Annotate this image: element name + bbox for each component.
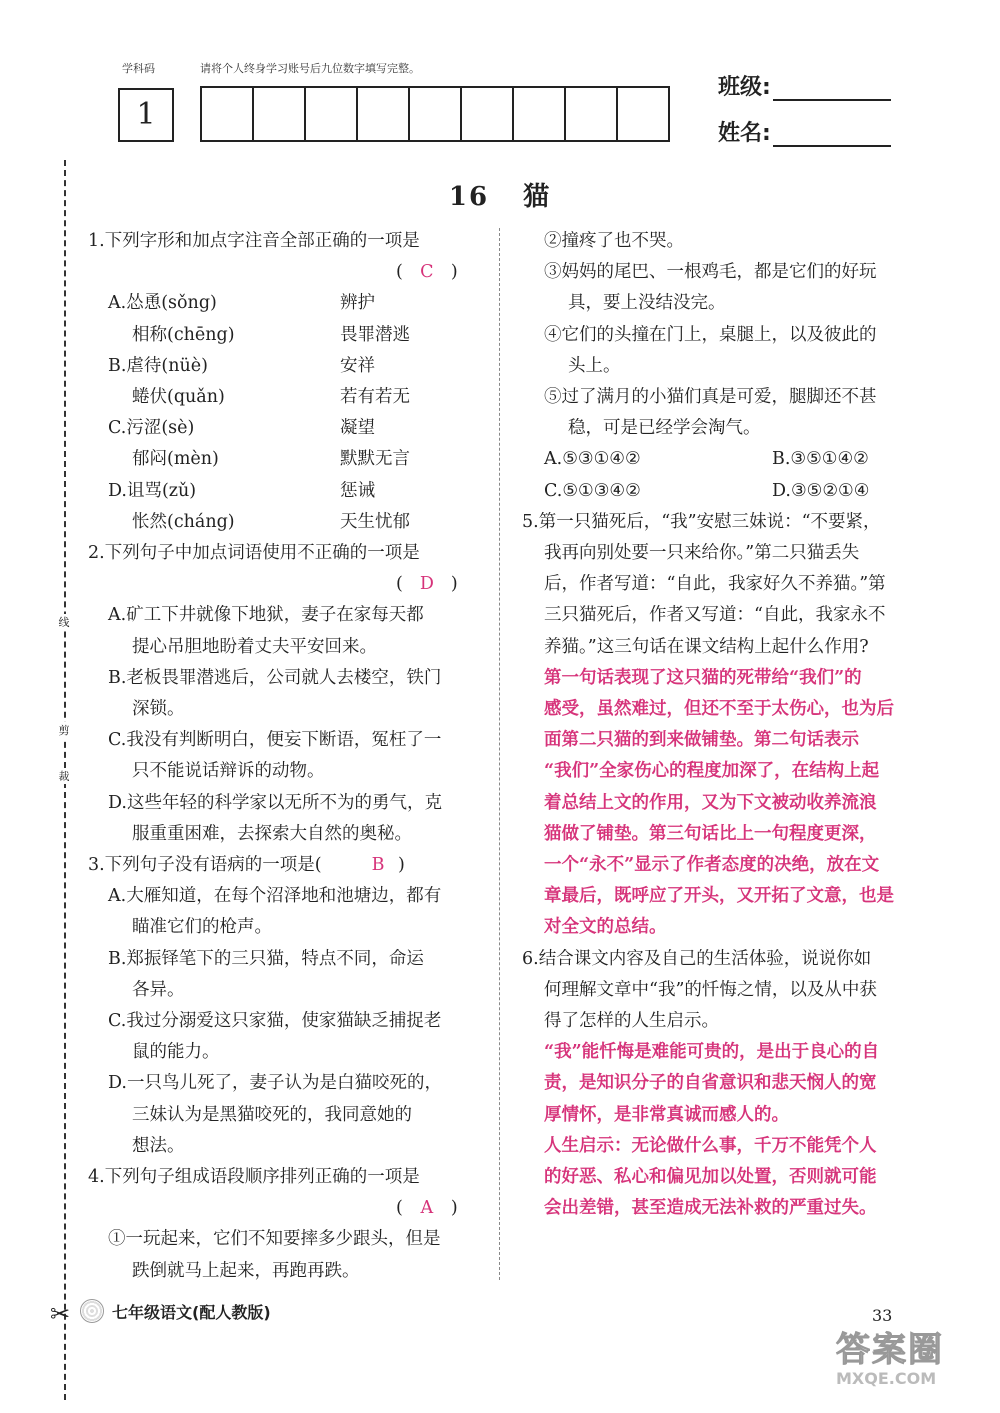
question-line: ①一玩起来，它们不知要摔多少跟头，但是 — [108, 1229, 441, 1250]
answer-line: 着总结上文的作用，又为下文被动收养流浪 — [544, 792, 877, 813]
question-line: 郁闷(mèn) — [132, 449, 219, 470]
question-line: C.污涩(sè) — [108, 418, 195, 439]
page-number: 33 — [872, 1306, 893, 1325]
answer-line: 第一句话表现了这只猫的死带给“我们”的 — [544, 667, 862, 688]
question-line: A.怂恿(sǒng) — [108, 293, 217, 314]
name-label: 姓名: — [718, 121, 771, 146]
cut-mark-jian: 剪 — [56, 722, 72, 738]
answer-bracket — [396, 257, 458, 288]
option-pair-item: 惩诫 — [340, 480, 375, 501]
question-line: 怅然(cháng) — [132, 511, 235, 532]
digit-cell[interactable] — [566, 88, 618, 140]
cut-mark-cai: 裁 — [56, 768, 72, 784]
answer-line: 人生启示：无论做什么事，千万不能凭个人 — [544, 1135, 877, 1156]
answer-line: “我们”全家伤心的程度加深了，在结构上起 — [544, 761, 880, 782]
question-line: 后，作者写道：“自此，我家好久不养猫。”第 — [544, 574, 886, 595]
question-line: 想法。 — [132, 1135, 185, 1156]
subject-code-label: 学科码 — [122, 62, 155, 75]
question-line: 头上。 — [568, 355, 621, 376]
answer-line: 猫做了铺垫。第三句话比上一句程度更深， — [544, 823, 877, 844]
answer-line: 一个“永不”显示了作者态度的决绝，放在文 — [544, 855, 880, 875]
answer-line: 面第二只猫的到来做铺垫。第二句话表示 — [544, 730, 859, 751]
digit-cell[interactable] — [254, 88, 306, 140]
question-line: C.我过分溺爱这只家猫，使家猫缺乏捕捉老 — [108, 1011, 442, 1031]
answer-line: “我”能忏悔是难能可贵的，是出于良心的自 — [544, 1042, 880, 1063]
question-line: B.郑振铎笔下的三只猫，特点不同，命运 — [108, 948, 424, 969]
question-line: 我再向别处要一只来给你。”第二只猫丢失 — [544, 543, 860, 563]
answer-line: 对全文的总结。 — [544, 917, 667, 938]
option-pair-item: 安祥 — [340, 355, 375, 376]
question-line: 鼠的能力。 — [132, 1042, 220, 1063]
digit-cell[interactable] — [618, 88, 670, 140]
digit-cell[interactable] — [306, 88, 358, 140]
bracket-close: ) — [450, 1198, 458, 1219]
answer-choice: A — [420, 1198, 434, 1219]
bracket-close: ) — [398, 855, 405, 875]
question-line: 1.下列字形和加点字注音全部正确的一项是 — [88, 231, 420, 251]
question-line: 蜷伏(quǎn) — [132, 387, 225, 407]
question-line: 3.下列句子没有语病的一项是( — [88, 855, 322, 875]
class-input-line[interactable] — [773, 79, 891, 101]
digit-cell[interactable] — [358, 88, 410, 140]
cut-mark-xian: 线 — [56, 614, 72, 630]
question-line: 服重重困难，去探索大自然的奥秘。 — [132, 823, 412, 844]
question-line: 瞄准它们的枪声。 — [132, 917, 272, 938]
option-pair-item: 若有若无 — [340, 387, 410, 407]
watermark-text: 答案圈 — [836, 1330, 944, 1370]
class-field[interactable] — [718, 70, 891, 101]
question-line: ②撞疼了也不哭。 — [544, 231, 684, 251]
question-line: 何理解文章中“我”的忏悔之情，以及从中获 — [544, 979, 877, 1000]
column-divider — [499, 228, 500, 1280]
option-pair-item: 天生忧郁 — [340, 511, 410, 532]
footer-book-title: 七年级语文(配人教版) — [112, 1302, 271, 1322]
option-pair-item: 畏罪潜逃 — [340, 324, 410, 345]
question-line: ⑤过了满月的小猫们真是可爱，腿脚还不甚 — [544, 387, 877, 407]
question-line: 三妹认为是黑猫咬死的，我同意她的 — [132, 1104, 412, 1125]
name-field[interactable] — [718, 116, 891, 147]
question-line: ③妈妈的尾巴、一根鸡毛，都是它们的好玩 — [544, 262, 877, 283]
bracket-close: ) — [450, 262, 458, 283]
question-line: 2.下列句子中加点词语使用不正确的一项是 — [88, 543, 420, 563]
name-input-line[interactable] — [773, 125, 891, 147]
question-line: 跌倒就马上起来，再跑再跌。 — [132, 1260, 360, 1281]
footer-book-label — [80, 1296, 271, 1326]
question-line: B.虐待(nüè) — [108, 355, 208, 376]
question-line: D.诅骂(zǔ) — [108, 480, 197, 501]
digit-cell[interactable] — [202, 88, 254, 140]
answer-choice: B — [371, 855, 385, 875]
question-line: 具，要上没结没完。 — [568, 293, 726, 314]
bracket-open: ( — [396, 262, 403, 283]
question-line: 提心吊胆地盼着丈夫平安回来。 — [132, 636, 377, 657]
digit-cell[interactable] — [410, 88, 462, 140]
question-line: D.一只鸟儿死了，妻子认为是白猫咬死的， — [108, 1073, 442, 1094]
watermark-logo — [836, 1322, 996, 1407]
question-line: ④它们的头撞在门上，桌腿上，以及彼此的 — [544, 324, 877, 345]
question-line: A.矿工下井就像下地狱，妻子在家每天都 — [108, 605, 424, 626]
answer-line: 感受，虽然难过，但还不至于太伤心，也为后 — [544, 699, 894, 719]
question-line: A.大雁知道，在每个沼泽地和池塘边，都有 — [108, 886, 442, 907]
answer-bracket — [396, 1193, 458, 1224]
question-line: 只不能说话辩诉的动物。 — [132, 761, 325, 782]
answer-line: 会出差错，甚至造成无法补救的严重过失。 — [544, 1198, 877, 1219]
badge-icon — [80, 1299, 104, 1323]
digit-cell[interactable] — [462, 88, 514, 140]
answer-choice: D — [419, 574, 434, 595]
account-digit-boxes[interactable] — [200, 86, 670, 142]
option-pair-item: 凝望 — [340, 418, 375, 439]
question-line: 4.下列句子组成语段顺序排列正确的一项是 — [88, 1167, 420, 1187]
digit-cell[interactable] — [514, 88, 566, 140]
question-line: B.老板畏罪潜逃后，公司就人去楼空，铁门 — [108, 667, 442, 688]
question-line: 5.第一只猫死后，“我”安慰三妹说：“不要紧， — [522, 511, 881, 532]
account-instruction: 请将个人终身学习账号后九位数字填写完整。 — [200, 62, 420, 75]
question-line: 稳，可是已经学会淘气。 — [568, 418, 761, 439]
lesson-title — [0, 176, 1000, 213]
answer-line: 的好恶、私心和偏见加以处置，否则就可能 — [544, 1167, 877, 1187]
scissors-icon: ✂ — [50, 1300, 71, 1328]
answer-line: 责，是知识分子的自省意识和悲天悯人的宽 — [544, 1073, 877, 1094]
question-line: 养猫。”这三句话在课文结构上起什么作用? — [544, 636, 869, 657]
question-line: 深锁。 — [132, 699, 185, 719]
question-line: C.我没有判断明白，便妄下断语，冤枉了一 — [108, 730, 442, 751]
answer-choice: C — [420, 262, 434, 283]
bracket-open: ( — [396, 574, 403, 595]
question-line: 相称(chēng) — [132, 324, 235, 345]
question-line: 各异。 — [132, 979, 185, 1000]
option-pair-item: B.③⑤①④② — [772, 449, 869, 470]
answer-line: 章最后，既呼应了开头，又开拓了文意，也是 — [544, 886, 894, 907]
question-line: 得了怎样的人生启示。 — [544, 1011, 719, 1031]
question-line: D.这些年轻的科学家以无所不为的勇气，克 — [108, 792, 442, 813]
lesson-name: 猫 — [523, 182, 552, 212]
bracket-close: ) — [450, 574, 458, 595]
bracket-open: ( — [396, 1198, 403, 1219]
option-pair-item: 默默无言 — [340, 449, 410, 470]
question-line: A.⑤③①④② — [544, 449, 641, 470]
class-label: 班级: — [718, 75, 771, 100]
subject-code-box: 1 — [118, 88, 174, 142]
question-line: 6.结合课文内容及自己的生活体验，说说你如 — [522, 948, 872, 969]
question-line: 三只猫死后，作者又写道：“自此，我家永不 — [544, 605, 886, 626]
inline-answer — [358, 850, 405, 881]
lesson-number: 16 — [448, 182, 490, 212]
option-pair-item: 辨护 — [340, 293, 375, 314]
option-pair-item: D.③⑤②①④ — [772, 480, 870, 501]
watermark-url: MXQE.COM — [836, 1369, 937, 1388]
answer-bracket — [396, 569, 458, 600]
answer-line: 厚情怀，是非常真诚而感人的。 — [544, 1104, 789, 1125]
question-line: C.⑤①③④② — [544, 480, 641, 501]
